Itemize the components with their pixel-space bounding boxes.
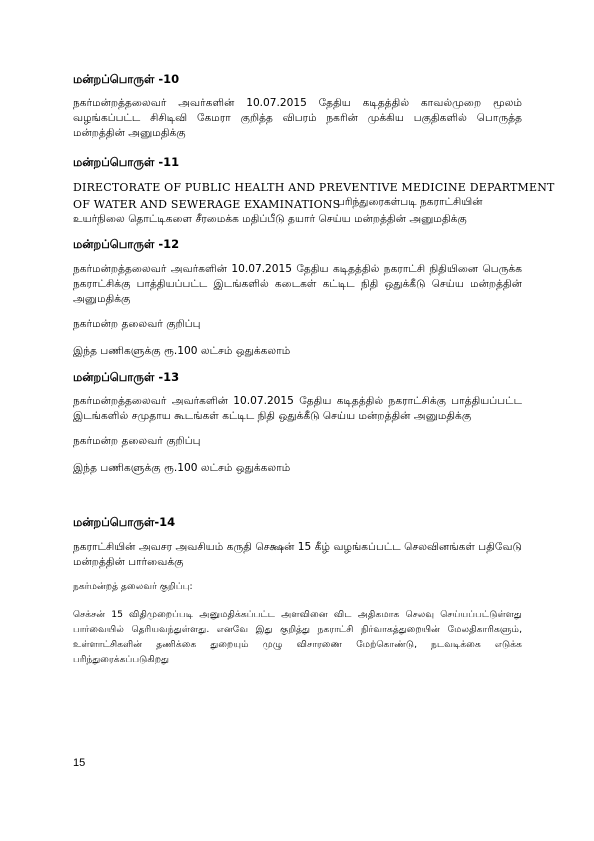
- item-13-note-label: நகர்மன்ற தலைவர் குறிப்பு: [73, 435, 201, 447]
- item-11-heading: மன்றப்பொருள் -11: [73, 155, 180, 169]
- item-11-tamil-line-2: உயர்நிலை தொட்டிகளை சீரமைக்க மதிப்பீடு தயார் செய்ய மன்றத்தின் அனுமதிக்கு: [73, 213, 467, 225]
- item-11-line-2: [73, 195, 522, 212]
- item-14-note-text: செக்சன் 15 விதிமுறைப்படி அனுமதிக்கப்பட்ட அளவினை விட அதிகமாக செலவு செய்யப்பட்டுள்ளது பார்வையில் தெரியவந்துள்ளது. எனவே இது குறித்து நகராட்சி நிர்வாகத்துறையின் மேலதிகாரிகளும், உள்ளாட்சிகளின் தணிக்கை துறையும் முழு விசாரணை மேற்கொண்டு, நடவடிக்கை எடுக்க பரிந்துரைக்கப்படுகிறது: [73, 609, 522, 665]
- item-10-text: நகர்மன்றத்தலைவர் அவர்களின் 10.07.2015 தேதிய கடிதத்தில் காவல்முறை மூலம் வழங்கப்பட்ட சிசிடிவி கேமரா குறித்த விபரம் நகரின் முக்கிய பகுதிகளில் பொருத்த மன்றத்தின் அனுமதிக்கு: [73, 97, 522, 139]
- page-number: 15: [73, 757, 86, 769]
- item-11-english-line-1: DIRECTORATE OF PUBLIC HEALTH AND PREVENTIVE MEDICINE DEPARTMENT: [73, 181, 555, 194]
- item-13-note-text: இந்த பணிகளுக்கு ரூ.100 லட்சம் ஒதுக்கலாம்: [73, 462, 291, 474]
- item-11-text: [73, 180, 555, 227]
- item-14-note-label: நகர்மன்றத் தலைவர் குறிப்பு:: [73, 581, 193, 592]
- item-11-english-line-2: OF WATER AND SEWERAGE EXAMINATIONS: [73, 198, 341, 211]
- item-12-text: நகர்மன்றத்தலைவர் அவர்களின் 10.07.2015 தேதிய கடிதத்தில் நகராட்சி நிதியினை பெருக்க நகராட்சிக்கு பாத்தியப்பட்ட இடங்களில் கடைகள் கட்டிட நிதி ஒதுக்கீடு செய்ய மன்றத்தின் அனுமதிக்கு: [73, 263, 522, 305]
- item-13-text: நகர்மன்றத்தலைவர் அவர்களின் 10.07.2015 தேதிய கடிதத்தில் நகராட்சிக்கு பாத்தியப்பட்ட இடங்களில் சமுதாய கூடங்கள் கட்டிட நிதி ஒதுக்கீடு செய்ய மன்றத்தின் அனுமதிக்கு: [73, 395, 522, 422]
- item-10-heading: மன்றப்பொருள் -10: [73, 72, 180, 86]
- item-12-note-text: இந்த பணிகளுக்கு ரூ.100 லட்சம் ஒதுக்கலாம்: [73, 345, 291, 357]
- item-14-heading: மன்றப்பொருள்-14: [73, 515, 176, 529]
- item-12-note-label: நகர்மன்ற தலைவர் குறிப்பு: [73, 318, 201, 330]
- item-14-text: நகராட்சியின் அவசர அவசியம் கருதி செக்ஷன் 15 கீழ் வழங்கப்பட்ட செலவினங்கள் பதிவேடு மன்றத்தின் பார்வைக்கு: [73, 541, 522, 568]
- item-12-heading: மன்றப்பொருள் -12: [73, 237, 180, 251]
- item-13-heading: மன்றப்பொருள் -13: [73, 370, 180, 384]
- item-11-tamil-line-1: பரிந்துரைகள்படி நகராட்சியின்: [337, 196, 483, 208]
